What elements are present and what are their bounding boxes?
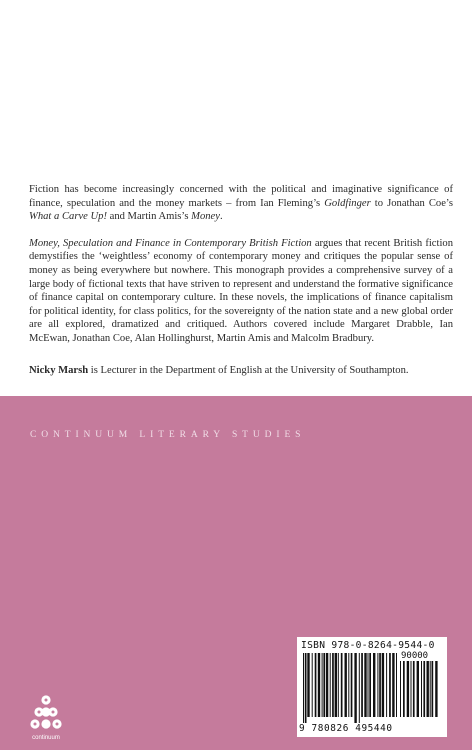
barcode-bar bbox=[369, 653, 371, 717]
barcode-bar bbox=[413, 661, 415, 717]
barcode-bar bbox=[322, 653, 323, 717]
barcode-bar bbox=[389, 653, 391, 717]
blurb-paragraph-2 bbox=[29, 237, 453, 346]
blurb-paragraph-1 bbox=[29, 183, 453, 224]
barcode-bar bbox=[430, 661, 431, 717]
barcode-bar bbox=[396, 653, 397, 717]
price-code: 90000 bbox=[401, 651, 429, 661]
ean-digits: 9 780826 495440 bbox=[299, 723, 393, 734]
barcode-bar bbox=[345, 653, 347, 717]
blurb-text-run: to Jonathan Coe’s bbox=[370, 197, 453, 209]
monograph-title: Money, Speculation and Finance in Contemporary British Fiction bbox=[29, 237, 312, 249]
barcode-bar bbox=[305, 653, 307, 723]
price-barcode bbox=[400, 661, 440, 723]
barcode-bar bbox=[423, 661, 425, 717]
barcode-bar bbox=[323, 653, 325, 717]
ean-barcode bbox=[303, 653, 399, 723]
barcode-bar bbox=[382, 653, 384, 717]
barcode-bar bbox=[411, 661, 412, 717]
barcode-bar bbox=[351, 653, 353, 717]
barcode-bar bbox=[326, 653, 328, 717]
barcode-bar bbox=[427, 661, 429, 717]
book-title-carve-up: What a Carve Up! bbox=[29, 211, 107, 223]
barcode-bar bbox=[368, 653, 369, 717]
barcode-bar bbox=[335, 653, 337, 717]
barcode-bar bbox=[359, 653, 360, 723]
barcode-bar bbox=[312, 653, 313, 717]
barcode-bar bbox=[403, 661, 405, 717]
publisher-name: continuum bbox=[32, 735, 60, 741]
author-bio-text: is Lecturer in the Department of English at the University of Southampton. bbox=[88, 364, 409, 376]
barcode-bar bbox=[379, 653, 381, 717]
barcode-bar bbox=[332, 653, 334, 717]
barcode-bar bbox=[392, 653, 394, 717]
barcode-bar bbox=[330, 653, 331, 717]
book-title-money: Money bbox=[191, 211, 220, 223]
blurb-text-run: Fiction has become increasingly concerned with the political and imaginative significance of finance, speculation and the money markets – from Ian Fleming’s bbox=[29, 184, 453, 209]
barcode-bar bbox=[421, 661, 422, 717]
barcode-bar bbox=[348, 653, 349, 717]
barcode-bar bbox=[373, 653, 375, 717]
barcode-bar bbox=[407, 661, 409, 717]
barcode-bar bbox=[354, 653, 356, 723]
series-title: CONTINUUM LITERARY STUDIES bbox=[30, 430, 306, 440]
blurb-text-run: . bbox=[219, 211, 223, 223]
book-title-goldfinger: Goldfinger bbox=[324, 197, 371, 209]
barcode-bar bbox=[303, 653, 304, 723]
author-bio bbox=[29, 364, 453, 378]
barcode-bar bbox=[435, 661, 437, 717]
barcode-bar bbox=[318, 653, 320, 717]
author-name: Nicky Marsh bbox=[29, 364, 89, 376]
barcode-bar bbox=[341, 653, 343, 717]
barcode-bar bbox=[361, 653, 363, 717]
barcode-bar bbox=[307, 653, 309, 717]
barcode-bar bbox=[417, 661, 419, 717]
blurb-text bbox=[29, 183, 453, 390]
blurb-text-run: argues that recent British fiction demystifies the ‘weightless’ economy of contemporary money and critiques the popular sense of money as being everywhere but nowhere. This monograph provides a comprehensive survey of a large body of fictional texts that have striven to represent and understand the formative significance of finance capital on contemporary culture. In these novels, the implications of finance capitalism for political identity, for class politics, for the sovereignty of the nation state and a new global order are all explored, dramatized and critiqued. Authors covered include Margaret Drabble, Ian McEwan, Jonathan Coe, Alan Hollinghurst, Martin Amis and Malcolm Bradbury. bbox=[29, 237, 453, 344]
barcode-bar bbox=[364, 653, 366, 717]
barcode-bar bbox=[432, 661, 434, 717]
barcode-bar bbox=[400, 661, 401, 717]
barcode-bar bbox=[386, 653, 387, 717]
isbn-label: ISBN 978-0-8264-9544-0 bbox=[301, 640, 435, 651]
barcode-box bbox=[297, 637, 447, 737]
blurb-text-run: and Martin Amis’s bbox=[106, 211, 192, 223]
barcode-bar bbox=[377, 653, 378, 717]
barcode-bar bbox=[315, 653, 317, 717]
barcode-bar bbox=[338, 653, 339, 717]
